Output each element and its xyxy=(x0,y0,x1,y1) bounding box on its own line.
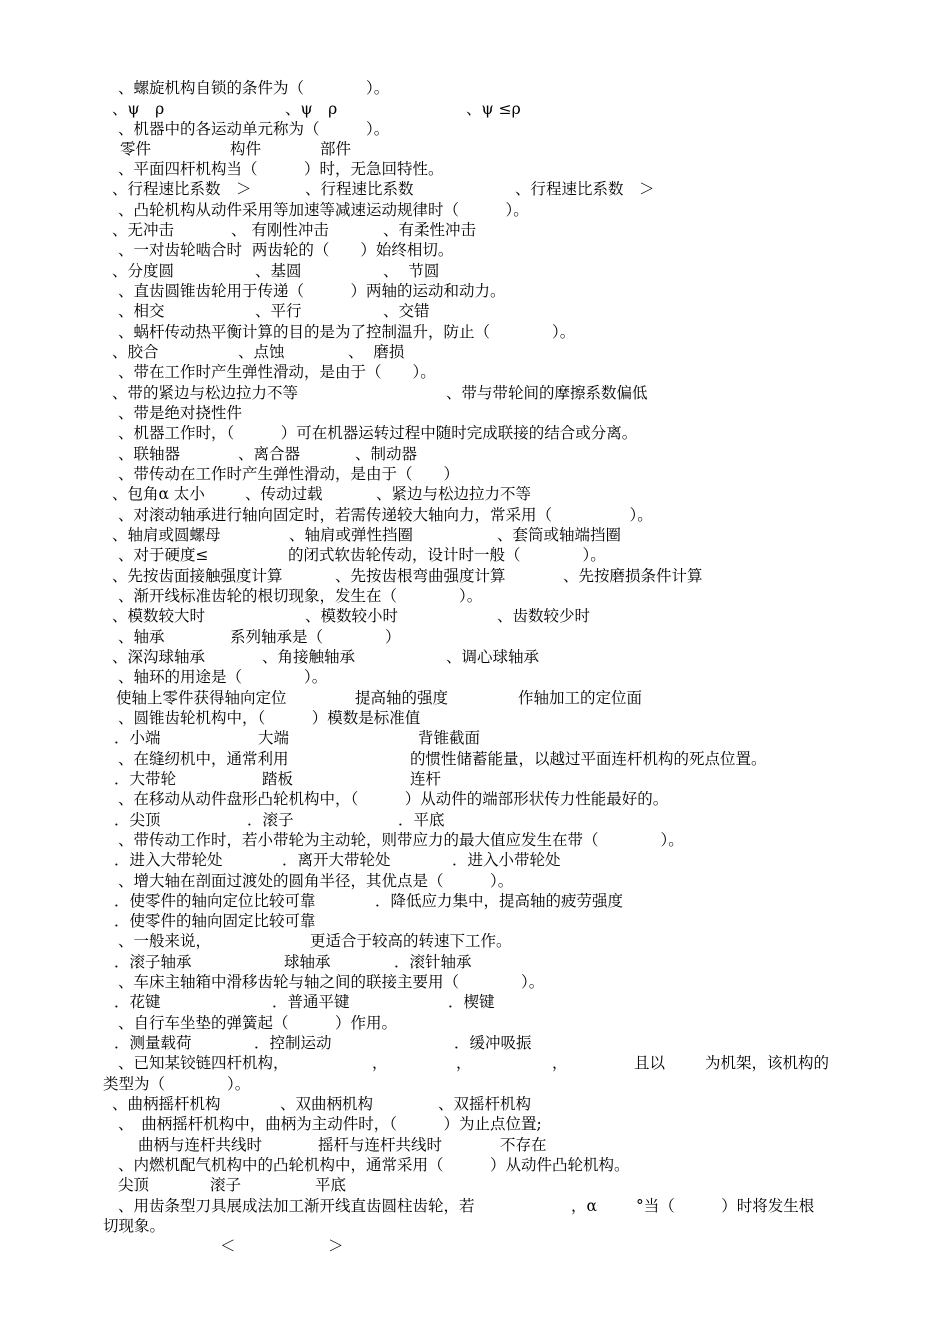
text-segment: ．滚子轴承 xyxy=(114,953,192,971)
text-segment: 、相交 xyxy=(118,302,165,320)
text-line xyxy=(0,220,950,240)
text-line xyxy=(0,667,950,687)
text-segment: 切现象。 xyxy=(103,1217,166,1235)
text-line xyxy=(0,769,950,789)
text-line xyxy=(0,688,950,708)
text-segment: 、自行车坐垫的弹簧起（ ）作用。 xyxy=(118,1014,398,1032)
text-segment: 为机架，该机构的 xyxy=(705,1054,830,1072)
text-segment: 滚子 xyxy=(210,1176,242,1194)
text-segment: ＞ xyxy=(328,1237,344,1255)
text-segment: °当（ ）时将发生根 xyxy=(636,1197,815,1215)
text-line xyxy=(0,383,950,403)
text-line xyxy=(0,525,950,545)
text-line xyxy=(0,281,950,301)
text-line xyxy=(0,627,950,647)
text-segment: 、胶合 xyxy=(112,343,159,361)
text-segment: 、轴肩或弹性挡圈 xyxy=(289,526,414,544)
text-segment: 且以 xyxy=(634,1054,666,1072)
text-line xyxy=(0,911,950,931)
text-segment: 使轴上零件获得轴向定位 xyxy=(116,689,287,707)
text-segment: 、机器工作时，（ ）可在机器运转过程中随时完成联接的结合或分离。 xyxy=(118,424,638,442)
text-segment: 、行程速比系数 ＞ xyxy=(112,180,252,198)
text-segment: ．使零件的轴向固定比较可靠 xyxy=(114,912,316,930)
text-line xyxy=(0,749,950,769)
text-line xyxy=(0,1236,950,1256)
text-segment: ．控制运动 xyxy=(254,1034,332,1052)
text-line xyxy=(0,119,950,139)
text-segment: 、传动过载 xyxy=(245,485,323,503)
text-line xyxy=(0,444,950,464)
text-segment: 平底 xyxy=(315,1176,347,1194)
text-segment: 部件 xyxy=(320,140,352,158)
text-segment: 、离合器 xyxy=(238,445,301,463)
text-segment: ．普通平键 xyxy=(272,993,350,1011)
text-segment: ．滚针轴承 xyxy=(394,953,472,971)
text-line xyxy=(0,1135,950,1155)
text-line xyxy=(0,1216,950,1236)
text-segment: 、 有刚性冲击 xyxy=(231,221,329,239)
text-segment: 、点蚀 xyxy=(238,343,285,361)
text-segment: ．大带轮 xyxy=(114,770,177,788)
text-segment: 、先按齿根弯曲强度计算 xyxy=(335,567,506,585)
text-segment: 、用齿条型刀具展成法加工渐开线直齿圆柱齿轮，若 xyxy=(118,1197,475,1215)
text-segment: 、有柔性冲击 xyxy=(383,221,477,239)
text-line xyxy=(0,830,950,850)
text-segment: 、内燃机配气机构中的凸轮机构中，通常采用（ ）从动件凸轮机构。 xyxy=(118,1156,630,1174)
text-segment: 、先按齿面接触强度计算 xyxy=(112,567,283,585)
text-line xyxy=(0,972,950,992)
text-segment: 、紧边与松边拉力不等 xyxy=(376,485,532,503)
text-segment: 、圆锥齿轮机构中，（ ）模数是标准值 xyxy=(118,709,421,727)
text-segment: 大端 xyxy=(258,729,290,747)
text-segment: ， xyxy=(372,1054,388,1072)
text-segment: 、包角α 太小 xyxy=(112,485,205,503)
text-segment: 、模数较大时 xyxy=(112,607,206,625)
text-segment: 、轴肩或圆螺母 xyxy=(112,526,221,544)
text-segment: 球轴承 xyxy=(284,953,331,971)
text-segment: ．尖顶 xyxy=(114,811,161,829)
text-segment: 、ψ ≤ρ xyxy=(466,100,521,118)
text-segment: 、蜗杆传动热平衡计算的目的是为了控制温升，防止（ ）。 xyxy=(118,323,576,341)
text-segment: 踏板 xyxy=(262,770,294,788)
text-line xyxy=(0,1053,950,1073)
text-segment: 、一对齿轮啮合时 两齿轮的（ ）始终相切。 xyxy=(118,241,454,259)
text-segment: ＜ xyxy=(220,1237,236,1255)
text-segment: 连杆 xyxy=(410,770,442,788)
text-segment: 、 节圆 xyxy=(383,262,440,280)
text-line xyxy=(0,301,950,321)
text-line xyxy=(0,1196,950,1216)
text-segment: 、螺旋机构自锁的条件为（ ）。 xyxy=(118,79,390,97)
text-line xyxy=(0,362,950,382)
text-segment: 提高轴的强度 xyxy=(355,689,449,707)
text-segment: ．滚子 xyxy=(247,811,294,829)
text-segment: 、直齿圆锥齿轮用于传递（ ）两轴的运动和动力。 xyxy=(118,282,506,300)
text-line xyxy=(0,200,950,220)
text-segment: ．楔键 xyxy=(448,993,495,1011)
text-line xyxy=(0,891,950,911)
text-segment: 更适合于较高的转速下工作。 xyxy=(310,932,512,950)
text-line xyxy=(0,1033,950,1053)
text-segment: ．缓冲吸振 xyxy=(454,1034,532,1052)
text-line xyxy=(0,159,950,179)
text-line xyxy=(0,647,950,667)
text-segment: 、平行 xyxy=(255,302,302,320)
text-segment: 、在缝纫机中，通常利用 xyxy=(118,750,289,768)
text-segment: 、角接触轴承 xyxy=(262,648,356,666)
text-line xyxy=(0,99,950,119)
text-segment: 、ψ ρ xyxy=(112,100,165,118)
text-segment: 、增大轴在剖面过渡处的圆角半径，其优点是（ ）。 xyxy=(118,872,514,890)
text-segment: 、交错 xyxy=(383,302,430,320)
text-segment: ．小端 xyxy=(114,729,161,747)
text-segment: 、 磨损 xyxy=(348,343,405,361)
text-segment: 的闭式软齿轮传动，设计时一般（ ）。 xyxy=(288,546,606,564)
text-segment: 、曲柄摇杆机构 xyxy=(112,1095,221,1113)
text-segment: 、齿数较少时 xyxy=(497,607,591,625)
text-segment: 、分度圆 xyxy=(112,262,175,280)
text-segment: 、渐开线标准齿轮的根切现象，发生在（ ）。 xyxy=(118,587,483,605)
text-line xyxy=(0,708,950,728)
text-line xyxy=(0,78,950,98)
text-segment: ， xyxy=(552,1054,568,1072)
text-segment: 、带的紧边与松边拉力不等 xyxy=(112,384,299,402)
text-line xyxy=(0,1074,950,1094)
text-segment: 、带与带轮间的摩擦系数偏低 xyxy=(446,384,648,402)
text-line xyxy=(0,1155,950,1175)
text-segment: 摇杆与连杆共线时 xyxy=(318,1136,443,1154)
text-segment: 、调心球轴承 xyxy=(446,648,540,666)
text-segment: ．离开大带轮处 xyxy=(282,851,391,869)
text-segment: 、套筒或轴端挡圈 xyxy=(497,526,622,544)
text-line xyxy=(0,139,950,159)
text-line xyxy=(0,586,950,606)
text-segment: 系列轴承是（ ） xyxy=(230,628,401,646)
text-segment: 、 曲柄摇杆机构中，曲柄为主动件时，（ ）为止点位置; xyxy=(118,1115,542,1133)
text-segment: 作轴加工的定位面 xyxy=(518,689,643,707)
text-segment: 、行程速比系数 xyxy=(305,180,414,198)
text-segment: 不存在 xyxy=(500,1136,547,1154)
text-segment: 、行程速比系数 ＞ xyxy=(515,180,655,198)
text-line xyxy=(0,505,950,525)
text-line xyxy=(0,179,950,199)
text-segment: 、带传动在工作时产生弹性滑动，是由于（ ） xyxy=(118,465,460,483)
text-segment: 、基圆 xyxy=(255,262,302,280)
text-line xyxy=(0,1013,950,1033)
text-line xyxy=(0,423,950,443)
text-line xyxy=(0,810,950,830)
text-segment: 、车床主轴箱中滑移齿轮与轴之间的联接主要用（ ）。 xyxy=(118,973,545,991)
text-line xyxy=(0,606,950,626)
text-segment: 零件 xyxy=(120,140,152,158)
text-segment: 构件 xyxy=(230,140,262,158)
text-line xyxy=(0,850,950,870)
text-segment: 、带在工作时产生弹性滑动，是由于（ ）。 xyxy=(118,363,436,381)
text-line xyxy=(0,1094,950,1114)
text-line xyxy=(0,728,950,748)
text-segment: 、模数较小时 xyxy=(305,607,399,625)
text-segment: ．平底 xyxy=(398,811,445,829)
text-segment: 、轴承 xyxy=(118,628,165,646)
text-line xyxy=(0,1175,950,1195)
text-segment: 、先按磨损条件计算 xyxy=(563,567,703,585)
text-segment: 尖顶 xyxy=(118,1176,150,1194)
text-segment: 、平面四杆机构当（ ）时，无急回特性。 xyxy=(118,160,444,178)
text-segment: 曲柄与连杆共线时 xyxy=(138,1136,263,1154)
text-segment: 、已知某铰链四杆机构， xyxy=(118,1054,289,1072)
text-segment: 、制动器 xyxy=(355,445,418,463)
text-line xyxy=(0,992,950,1012)
text-segment: 类型为（ ）。 xyxy=(103,1075,251,1093)
text-line xyxy=(0,871,950,891)
text-segment: ．花键 xyxy=(114,993,161,1011)
text-segment: ．测量载荷 xyxy=(114,1034,192,1052)
text-segment: 、对滚动轴承进行轴向固定时，若需传递较大轴向力，常采用（ ）。 xyxy=(118,506,653,524)
text-line xyxy=(0,789,950,809)
text-segment: 、凸轮机构从动件采用等加速等减速运动规律时（ ）。 xyxy=(118,201,529,219)
text-segment: ， xyxy=(456,1054,472,1072)
text-segment: ．降低应力集中，提高轴的疲劳强度 xyxy=(375,892,624,910)
text-segment: 、机器中的各运动单元称为（ ）。 xyxy=(118,120,390,138)
text-segment: 、无冲击 xyxy=(112,221,175,239)
text-line xyxy=(0,566,950,586)
text-segment: 、ψ ρ xyxy=(285,100,338,118)
text-line xyxy=(0,952,950,972)
text-segment: ．进入大带轮处 xyxy=(114,851,223,869)
text-line xyxy=(0,403,950,423)
text-line xyxy=(0,545,950,565)
text-segment: 、在移动从动件盘形凸轮机构中，（ ）从动件的端部形状传力性能最好的。 xyxy=(118,790,669,808)
text-segment: 、带传动工作时，若小带轮为主动轮，则带应力的最大值应发生在带（ ）。 xyxy=(118,831,684,849)
text-segment: 、带是绝对挠性件 xyxy=(118,404,243,422)
text-line xyxy=(0,484,950,504)
text-segment: 、对于硬度≤ xyxy=(118,546,209,564)
text-segment: 、深沟球轴承 xyxy=(112,648,206,666)
text-segment: 、双曲柄机构 xyxy=(280,1095,374,1113)
text-segment: ．进入小带轮处 xyxy=(452,851,561,869)
text-segment: 、双摇杆机构 xyxy=(438,1095,532,1113)
text-line xyxy=(0,1114,950,1134)
text-line xyxy=(0,931,950,951)
text-line xyxy=(0,322,950,342)
text-segment: 背锥截面 xyxy=(418,729,481,747)
text-line xyxy=(0,261,950,281)
text-segment: 、联轴器 xyxy=(118,445,181,463)
text-segment: 、轴环的用途是（ ）。 xyxy=(118,668,328,686)
text-segment: ，α xyxy=(571,1197,597,1215)
text-line xyxy=(0,342,950,362)
text-line xyxy=(0,464,950,484)
text-segment: 、一般来说， xyxy=(118,932,212,950)
text-segment: ．使零件的轴向定位比较可靠 xyxy=(114,892,316,910)
text-segment: 的惯性储蓄能量，以越过平面连杆机构的死点位置。 xyxy=(410,750,767,768)
text-line xyxy=(0,240,950,260)
